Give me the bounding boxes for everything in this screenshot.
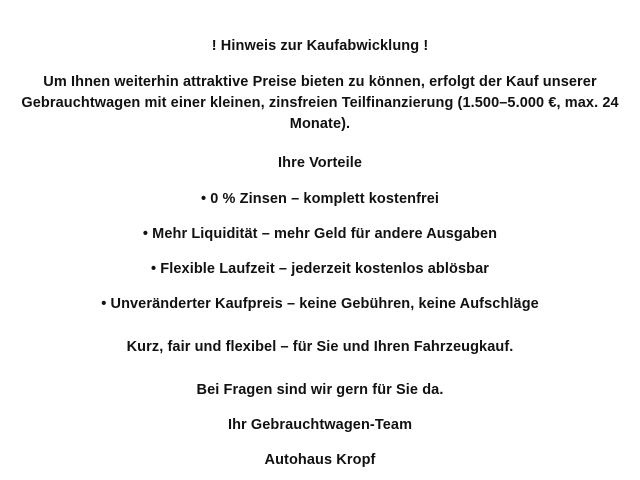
benefit-item: • Flexible Laufzeit – jederzeit kostenlos ablösbar [150, 261, 490, 278]
questions-line: Bei Fragen sind wir gern für Sie da. [196, 382, 444, 398]
notice-intro-paragraph: Um Ihnen weiterhin attraktive Preise bieten zu können, erfolgt der Kauf unserer Gebrauchtwagen mit einer kleinen, zinsfreien Teilfinanzierung (1.500–5.000 €, max. 24 Monate). [21, 74, 619, 133]
signature-team: Ihr Gebrauchtwagen-Team [227, 417, 413, 433]
notice-heading: ! Hinweis zur Kaufabwicklung ! [211, 38, 429, 54]
benefit-item: • 0 % Zinsen – komplett kostenfrei [200, 191, 440, 208]
benefit-item: • Unveränderter Kaufpreis – keine Gebühren, keine Aufschläge [101, 296, 539, 313]
benefit-item: • Mehr Liquidität – mehr Geld für andere Ausgaben [142, 226, 498, 243]
summary-line: Kurz, fair und flexibel – für Sie und Ihren Fahrzeugkauf. [126, 339, 514, 356]
company-name: Autohaus Kropf [264, 452, 376, 468]
benefits-heading: Ihre Vorteile [277, 155, 363, 172]
